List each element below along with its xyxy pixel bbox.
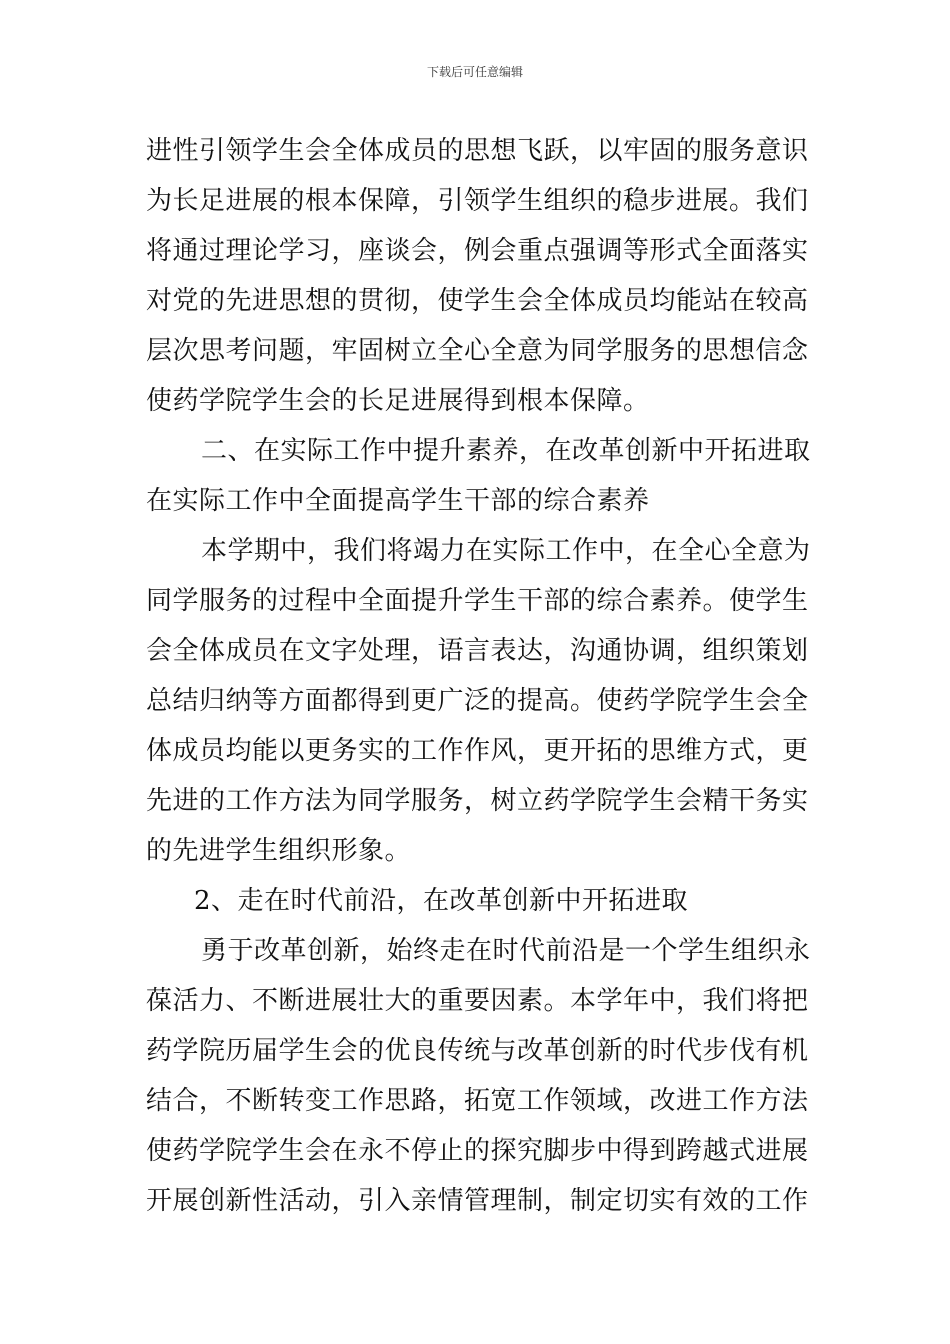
text-line: 先进的工作方法为同学服务，树立药学院学生会精干务实 [146,786,809,816]
text-line: 层次思考问题，牢固树立全心全意为同学服务的思想信念 [146,336,809,366]
text-line: 为长足进展的根本保障，引领学生组织的稳步进展。我们 [146,186,809,216]
text-line: 对党的先进思想的贯彻，使学生会全体成员均能站在较高 [146,286,809,316]
page-header: 下载后可任意编辑 [426,65,523,79]
text-line: 药学院历届学生会的优良传统与改革创新的时代步伐有机 [146,1036,809,1066]
text-line: 体成员均能以更务实的工作作风，更开拓的思维方式，更 [146,736,809,766]
paragraph-start: 勇于改革创新，始终走在时代前沿是一个学生组织永 [201,936,811,966]
text-line: 将通过理论学习，座谈会，例会重点强调等形式全面落实 [146,236,809,266]
text-line: 开展创新性活动，引入亲情管理制，制定切实有效的工作 [146,1186,809,1216]
document-body [146,126,811,1226]
text-line: 使药学院学生会在永不停止的探究脚步中得到跨越式进展 [146,1136,809,1166]
text-line: 进性引领学生会全体成员的思想飞跃，以牢固的服务意识 [146,136,809,166]
text-line: 在实际工作中全面提高学生干部的综合素养 [146,486,650,516]
subsection-heading: 2、走在时代前沿，在改革创新中开拓进取 [194,886,689,916]
text-line: 会全体成员在文字处理，语言表达，沟通协调，组织策划 [146,636,809,666]
text-line: 葆活力、不断进展壮大的重要因素。本学年中，我们将把 [146,986,809,1016]
text-line: 结合，不断转变工作思路，拓宽工作领域，改进工作方法 [146,1086,809,1116]
paragraph-start: 本学期中，我们将竭力在实际工作中，在全心全意为 [201,536,811,566]
text-line: 使药学院学生会的长足进展得到根本保障。 [146,386,650,416]
text-line: 同学服务的过程中全面提升学生干部的综合素养。使学生 [146,586,809,616]
section-heading: 二、在实际工作中提升素养，在改革创新中开拓进取 [201,436,811,466]
text-line: 总结归纳等方面都得到更广泛的提高。使药学院学生会全 [146,686,809,716]
text-line: 的先进学生组织形象。 [146,836,412,866]
